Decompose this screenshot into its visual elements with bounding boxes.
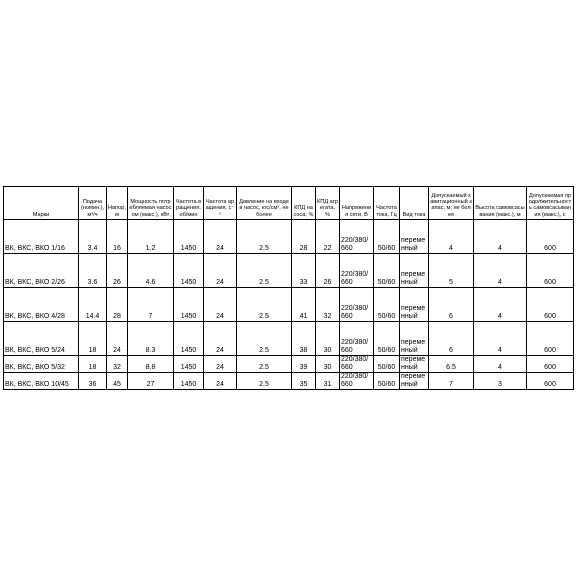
header-cell: Напор, м <box>107 187 128 220</box>
table-cell: 1450 <box>174 288 204 322</box>
table-cell: 4 <box>474 322 527 356</box>
table-cell: 6.5 <box>429 356 474 373</box>
table-cell: 600 <box>527 373 574 390</box>
table-cell: переменный <box>400 220 429 254</box>
table-cell: ВК, ВКС, ВКО 5/24 <box>4 322 79 356</box>
table-cell: 24 <box>204 254 237 288</box>
header-cell: Вид тока <box>400 187 429 220</box>
table-cell: ВК, ВКС, ВКО 10/45 <box>4 373 79 390</box>
table-cell: 7 <box>128 288 174 322</box>
table-cell: переменный <box>400 322 429 356</box>
header-row <box>4 187 574 220</box>
table-cell: 38 <box>292 322 316 356</box>
table-cell: 24 <box>204 356 237 373</box>
table-cell: ВК, ВКС, ВКО 2/26 <box>4 254 79 288</box>
table-cell: 4 <box>474 356 527 373</box>
table-cell: 2.5 <box>237 356 292 373</box>
table-cell: 33 <box>292 254 316 288</box>
table-cell: 3.6 <box>79 254 107 288</box>
table-cell: 2.5 <box>237 373 292 390</box>
table-cell: 4 <box>474 288 527 322</box>
header-cell: Частота вращения, об/мин <box>174 187 204 220</box>
table-cell: 14.4 <box>79 288 107 322</box>
header-cell: Подача (номин.), м³/ч <box>79 187 107 220</box>
header-cell: Напряжения сети, В <box>340 187 374 220</box>
table-cell: 36 <box>79 373 107 390</box>
table-row <box>4 373 574 390</box>
table-cell: 24 <box>107 322 128 356</box>
table-cell: 7 <box>429 373 474 390</box>
table-cell: 600 <box>527 356 574 373</box>
table-cell: переменный <box>400 356 429 373</box>
table-cell: 30 <box>316 322 340 356</box>
table-cell: 1.2 <box>128 220 174 254</box>
pump-spec-table <box>3 186 574 390</box>
header-cell: КПД насоса, % <box>292 187 316 220</box>
table-cell: 31 <box>316 373 340 390</box>
table-cell: 6 <box>429 288 474 322</box>
table-cell: 220/380/660 <box>340 356 374 373</box>
table-cell: 28 <box>292 220 316 254</box>
table-cell: 220/380/660 <box>340 322 374 356</box>
table-cell: 32 <box>107 356 128 373</box>
table-cell: ВК, ВКС, ВКО 4/28 <box>4 288 79 322</box>
table-cell: 30 <box>316 356 340 373</box>
table-row <box>4 356 574 373</box>
table-cell: 1450 <box>174 322 204 356</box>
table-cell: 3.4 <box>79 220 107 254</box>
table-cell: 50/60 <box>374 373 400 390</box>
table-cell: 3 <box>474 373 527 390</box>
table-cell: 24 <box>204 322 237 356</box>
table-cell: 2.5 <box>237 288 292 322</box>
table-cell: 50/60 <box>374 288 400 322</box>
table-cell: 50/60 <box>374 220 400 254</box>
table-cell: 27 <box>128 373 174 390</box>
table-cell: 600 <box>527 322 574 356</box>
table-cell: 6 <box>429 322 474 356</box>
table-cell: переменный <box>400 254 429 288</box>
table-cell: 50/60 <box>374 322 400 356</box>
table-cell: ВК, ВКС, ВКО 5/32 <box>4 356 79 373</box>
table-cell: переменный <box>400 288 429 322</box>
table-cell: 600 <box>527 220 574 254</box>
table-cell: 24 <box>204 220 237 254</box>
header-cell: Частота вращения, с⁻¹ <box>204 187 237 220</box>
header-cell: Допускаемая продолжительность самовсасывания (макс.), с <box>527 187 574 220</box>
table-cell: 26 <box>107 254 128 288</box>
table-cell: 5 <box>429 254 474 288</box>
table-cell: 4 <box>474 220 527 254</box>
header-cell: Допускаемый кавитационный запас, м, не более <box>429 187 474 220</box>
header-cell: КПД агрегата, % <box>316 187 340 220</box>
table-cell: 24 <box>204 288 237 322</box>
table-cell: 45 <box>107 373 128 390</box>
table-cell: 24 <box>204 373 237 390</box>
table-cell: 26 <box>316 254 340 288</box>
table-cell: 600 <box>527 254 574 288</box>
table-cell: ВК, ВКС, ВКО 1/16 <box>4 220 79 254</box>
table-cell: 1450 <box>174 220 204 254</box>
table-cell: 18 <box>79 356 107 373</box>
table-cell: 16 <box>107 220 128 254</box>
table-cell: 220/380/660 <box>340 254 374 288</box>
table-cell: 32 <box>316 288 340 322</box>
table-row <box>4 288 574 322</box>
table-cell: 39 <box>292 356 316 373</box>
table-cell: 2.5 <box>237 220 292 254</box>
table-row <box>4 220 574 254</box>
table-row <box>4 322 574 356</box>
header-cell: Мощность потребляемая насосом (макс.), кВт <box>128 187 174 220</box>
table-cell: 220/380/660 <box>340 288 374 322</box>
table-cell: 18 <box>79 322 107 356</box>
table-cell: 2.5 <box>237 322 292 356</box>
header-cell: Марки <box>4 187 79 220</box>
table-cell: 4.6 <box>128 254 174 288</box>
table-cell: 50/60 <box>374 254 400 288</box>
table-cell: 1450 <box>174 373 204 390</box>
table-cell: 50/60 <box>374 356 400 373</box>
table-cell: 4 <box>429 220 474 254</box>
table-cell: 220/380/660 <box>340 220 374 254</box>
table-cell: переменный <box>400 373 429 390</box>
header-cell: Частота тока, Гц <box>374 187 400 220</box>
table-row <box>4 254 574 288</box>
table-cell: 2.5 <box>237 254 292 288</box>
header-cell: Высота самовсасывания (макс.), м <box>474 187 527 220</box>
table-cell: 1450 <box>174 254 204 288</box>
table-cell: 8.3 <box>128 322 174 356</box>
table-cell: 22 <box>316 220 340 254</box>
table-cell: 4 <box>474 254 527 288</box>
table-cell: 28 <box>107 288 128 322</box>
table-cell: 1450 <box>174 356 204 373</box>
table-cell: 600 <box>527 288 574 322</box>
header-cell: Давление на входе в насос, кгс/см², не более <box>237 187 292 220</box>
table-cell: 41 <box>292 288 316 322</box>
table-cell: 220/380/660 <box>340 373 374 390</box>
table-cell: 8.8 <box>128 356 174 373</box>
table-cell: 35 <box>292 373 316 390</box>
